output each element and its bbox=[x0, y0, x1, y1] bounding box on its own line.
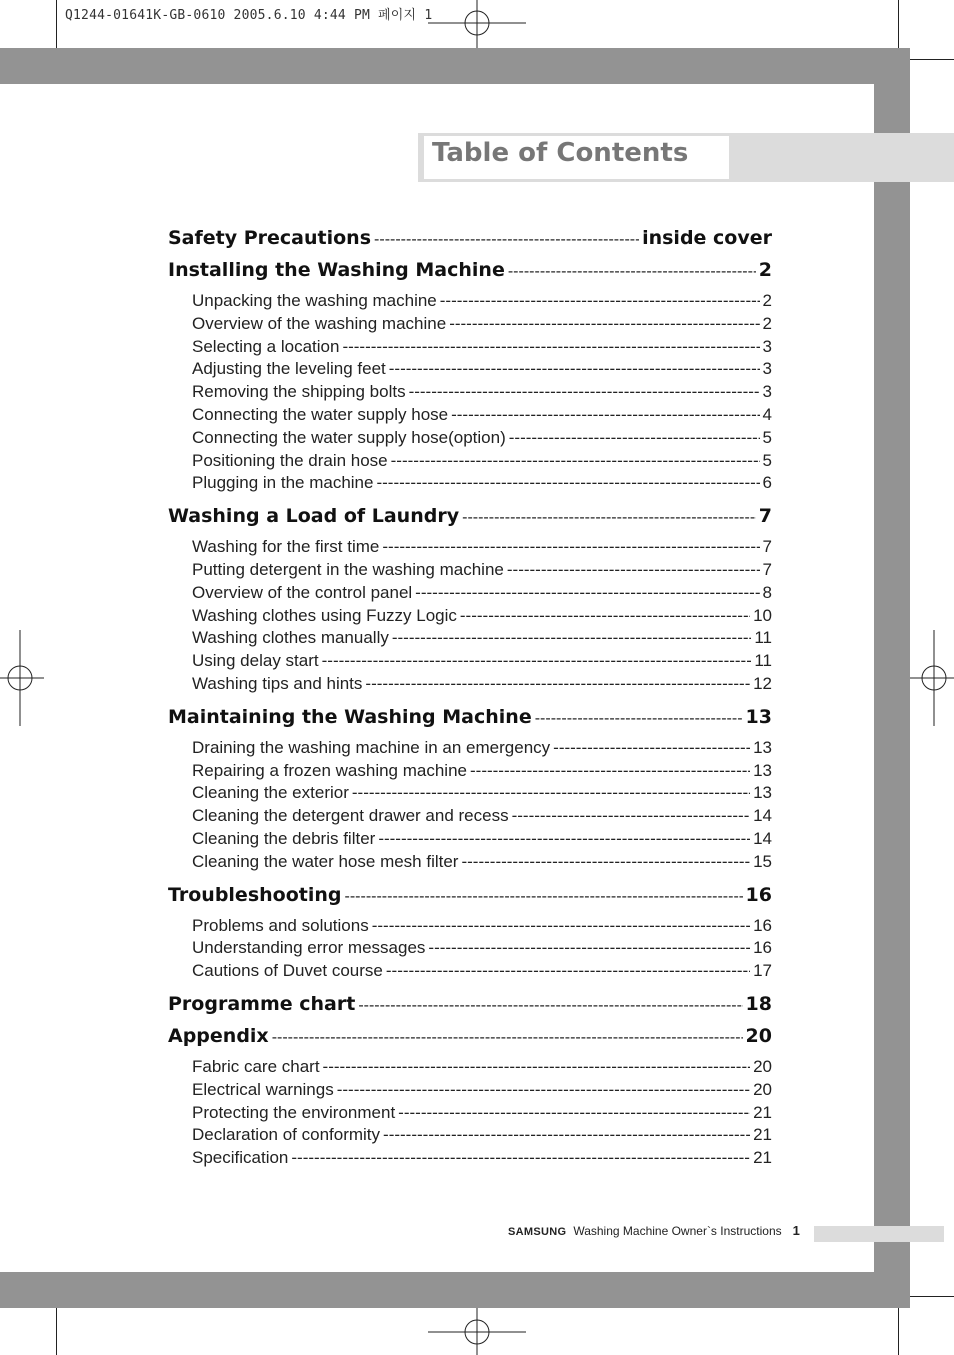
dot-leader bbox=[415, 582, 759, 605]
dot-leader bbox=[389, 358, 760, 381]
toc-item[interactable] bbox=[168, 627, 772, 650]
dot-leader bbox=[508, 261, 756, 283]
toc-item-page: 3 bbox=[762, 382, 772, 402]
toc-item-page: 21 bbox=[753, 1125, 772, 1145]
toc-item-page: 13 bbox=[753, 760, 772, 780]
toc-item-label: Putting detergent in the washing machine bbox=[192, 559, 504, 579]
crop-mark bbox=[56, 0, 57, 48]
toc-item-label: Cleaning the water hose mesh filter bbox=[192, 851, 459, 871]
toc-section[interactable] bbox=[168, 505, 772, 527]
toc-item-page: 13 bbox=[753, 783, 772, 803]
toc-section-page: 2 bbox=[758, 259, 772, 281]
dot-leader bbox=[535, 708, 743, 730]
dot-leader bbox=[352, 782, 750, 805]
toc-item[interactable] bbox=[168, 404, 772, 427]
toc-item-page: 3 bbox=[762, 359, 772, 379]
toc-item-label: Overview of the control panel bbox=[192, 582, 413, 602]
crop-mark bbox=[910, 59, 954, 60]
toc-section-title: Maintaining the Washing Machine bbox=[168, 705, 532, 728]
toc-item-label: Protecting the environment bbox=[192, 1102, 396, 1122]
dot-leader bbox=[507, 559, 760, 582]
toc-item-page: 20 bbox=[753, 1056, 772, 1076]
dot-leader bbox=[378, 828, 750, 851]
toc-section[interactable] bbox=[168, 259, 772, 281]
dot-leader bbox=[322, 650, 752, 673]
toc-subitems bbox=[168, 915, 772, 983]
toc-item-page: 16 bbox=[753, 915, 772, 935]
toc-item[interactable] bbox=[168, 760, 772, 783]
toc-section-title: Programme chart bbox=[168, 992, 356, 1015]
toc-section[interactable] bbox=[168, 1025, 772, 1047]
toc-item-label: Draining the washing machine in an emergency bbox=[192, 737, 551, 757]
toc-item-label: Washing for the first time bbox=[192, 537, 380, 557]
toc-item-label: Problems and solutions bbox=[192, 915, 369, 935]
dot-leader bbox=[449, 313, 759, 336]
toc-section-title: Safety Precautions bbox=[168, 227, 372, 249]
dot-leader bbox=[365, 673, 750, 696]
toc-item[interactable] bbox=[168, 650, 772, 673]
dot-leader bbox=[428, 937, 750, 960]
toc-item-label: Positioning the drain hose bbox=[192, 450, 388, 470]
toc-item-label: Repairing a frozen washing machine bbox=[192, 760, 467, 780]
dot-leader bbox=[391, 450, 760, 473]
toc-item-page: 4 bbox=[762, 404, 772, 424]
toc-item-label: Connecting the water supply hose(option) bbox=[192, 427, 506, 447]
toc-item[interactable] bbox=[168, 336, 772, 359]
toc-item-page: 5 bbox=[762, 450, 772, 470]
toc-item[interactable] bbox=[168, 582, 772, 605]
dot-leader bbox=[451, 404, 759, 427]
toc-subitems bbox=[168, 290, 772, 495]
dot-leader bbox=[374, 229, 639, 251]
toc-item-page: 21 bbox=[753, 1148, 772, 1168]
crop-mark bbox=[898, 1308, 899, 1355]
registration-mark-left bbox=[0, 630, 44, 726]
toc-item-label: Fabric care chart bbox=[192, 1056, 320, 1076]
toc-item[interactable] bbox=[168, 1124, 772, 1147]
registration-mark-right bbox=[910, 630, 954, 726]
toc-item[interactable] bbox=[168, 828, 772, 851]
toc-section-title: Installing the Washing Machine bbox=[168, 259, 505, 281]
footer-text: Washing Machine Owner`s Instructions bbox=[573, 1224, 782, 1238]
crop-mark bbox=[56, 1308, 57, 1355]
dot-leader bbox=[460, 605, 750, 628]
dot-leader bbox=[372, 915, 750, 938]
toc-item[interactable] bbox=[168, 313, 772, 336]
dot-leader bbox=[272, 1027, 743, 1049]
toc-item-label: Declaration of conformity bbox=[192, 1125, 381, 1145]
crop-mark bbox=[898, 0, 899, 48]
toc-section[interactable] bbox=[168, 884, 772, 906]
toc-item-page: 20 bbox=[753, 1079, 772, 1099]
toc-item-label: Washing tips and hints bbox=[192, 673, 363, 693]
table-of-contents bbox=[168, 222, 772, 1170]
toc-item[interactable] bbox=[168, 960, 772, 983]
dot-leader bbox=[358, 995, 742, 1017]
toc-item[interactable] bbox=[168, 559, 772, 582]
toc-item[interactable] bbox=[168, 1147, 772, 1170]
dot-leader bbox=[409, 381, 760, 404]
dot-leader bbox=[461, 851, 750, 874]
toc-subitems bbox=[168, 536, 772, 696]
frame-band-right bbox=[874, 48, 910, 1308]
toc-section-title: Troubleshooting bbox=[168, 883, 342, 906]
crop-mark bbox=[910, 1296, 954, 1297]
footer-tab bbox=[814, 1226, 944, 1242]
toc-item-page: 5 bbox=[762, 427, 772, 447]
toc-item-page: 8 bbox=[762, 582, 772, 602]
toc-item-label: Understanding error messages bbox=[192, 938, 426, 958]
toc-section-page: inside cover bbox=[642, 227, 772, 249]
toc-item-page: 16 bbox=[753, 938, 772, 958]
page-title: Table of Contents bbox=[432, 138, 689, 168]
toc-section[interactable] bbox=[168, 706, 772, 728]
dot-leader bbox=[509, 427, 760, 450]
dot-leader bbox=[323, 1056, 751, 1079]
toc-item[interactable] bbox=[168, 782, 772, 805]
toc-item-label: Electrical warnings bbox=[192, 1079, 334, 1099]
toc-item[interactable] bbox=[168, 937, 772, 960]
page-number: 1 bbox=[792, 1223, 800, 1238]
toc-item-label: Cleaning the debris filter bbox=[192, 828, 376, 848]
toc-item-page: 14 bbox=[753, 828, 772, 848]
toc-section-title: Appendix bbox=[168, 1024, 269, 1047]
dot-leader bbox=[337, 1079, 750, 1102]
toc-item-label: Unpacking the washing machine bbox=[192, 291, 437, 310]
brand-logo: SAMSUNG bbox=[508, 1226, 567, 1238]
dot-leader bbox=[470, 760, 750, 783]
toc-item[interactable] bbox=[168, 737, 772, 760]
toc-section-page: 13 bbox=[745, 705, 772, 728]
registration-mark-top bbox=[428, 0, 526, 48]
toc-item[interactable] bbox=[168, 450, 772, 473]
toc-item[interactable] bbox=[168, 1079, 772, 1102]
toc-item-page: 15 bbox=[753, 851, 772, 871]
dot-leader bbox=[512, 805, 750, 828]
toc-item-page: 17 bbox=[753, 961, 772, 981]
toc-item-label: Washing clothes using Fuzzy Logic bbox=[192, 605, 457, 625]
dot-leader bbox=[345, 886, 743, 908]
toc-item-page: 7 bbox=[762, 537, 772, 557]
frame-band-top bbox=[0, 48, 910, 84]
toc-item-page: 11 bbox=[754, 651, 772, 671]
toc-section-title: Washing a Load of Laundry bbox=[168, 505, 460, 528]
toc-item-label: Connecting the water supply hose bbox=[192, 404, 449, 424]
toc-item-label: Adjusting the leveling feet bbox=[192, 359, 386, 379]
toc-subitems bbox=[168, 737, 772, 874]
toc-section-page: 16 bbox=[745, 883, 772, 906]
toc-item-label: Cleaning the detergent drawer and recess bbox=[192, 806, 509, 826]
toc-item[interactable] bbox=[168, 915, 772, 938]
toc-item-page: 3 bbox=[762, 336, 772, 356]
toc-item-page: 12 bbox=[753, 673, 772, 693]
toc-item-label: Selecting a location bbox=[192, 336, 340, 356]
toc-item-page: 10 bbox=[753, 605, 772, 625]
toc-item-page: 21 bbox=[753, 1102, 772, 1122]
dot-leader bbox=[462, 507, 756, 529]
toc-item-label: Using delay start bbox=[192, 651, 319, 671]
toc-item-page: 13 bbox=[753, 737, 772, 757]
registration-mark-bottom bbox=[428, 1308, 526, 1355]
frame-band-bottom bbox=[0, 1272, 910, 1308]
toc-item[interactable] bbox=[168, 358, 772, 381]
toc-section-page: 20 bbox=[745, 1024, 772, 1047]
toc-item-page: 6 bbox=[762, 473, 772, 493]
toc-item-page: 7 bbox=[762, 559, 772, 579]
dot-leader bbox=[398, 1102, 750, 1125]
dot-leader bbox=[342, 336, 759, 359]
toc-item[interactable] bbox=[168, 290, 772, 313]
toc-item[interactable] bbox=[168, 673, 772, 696]
dot-leader bbox=[553, 737, 750, 760]
dot-leader bbox=[392, 627, 751, 650]
toc-item[interactable] bbox=[168, 851, 772, 874]
dot-leader bbox=[376, 472, 759, 495]
dot-leader bbox=[440, 290, 760, 313]
toc-item[interactable] bbox=[168, 605, 772, 628]
dot-leader bbox=[382, 536, 759, 559]
toc-item[interactable] bbox=[168, 1056, 772, 1079]
toc-item[interactable] bbox=[168, 536, 772, 559]
toc-section[interactable] bbox=[168, 993, 772, 1015]
toc-item-label: Washing clothes manually bbox=[192, 628, 389, 648]
toc-item[interactable] bbox=[168, 805, 772, 828]
dot-leader bbox=[291, 1147, 750, 1170]
toc-item-label: Cleaning the exterior bbox=[192, 783, 349, 803]
toc-item[interactable] bbox=[168, 381, 772, 404]
toc-item[interactable] bbox=[168, 427, 772, 450]
toc-item-page: 2 bbox=[762, 291, 772, 310]
toc-subitems bbox=[168, 1056, 772, 1170]
toc-item-page: 2 bbox=[762, 313, 772, 333]
toc-section[interactable] bbox=[168, 227, 772, 249]
toc-item-label: Cautions of Duvet course bbox=[192, 961, 383, 981]
toc-section-page: 18 bbox=[745, 992, 772, 1015]
toc-section-page: 7 bbox=[758, 505, 772, 528]
dot-leader bbox=[383, 1124, 750, 1147]
toc-item-label: Specification bbox=[192, 1148, 289, 1168]
print-slug: Q1244-01641K-GB-0610 2005.6.10 4:44 PM 페이지 1 bbox=[65, 8, 433, 23]
toc-item[interactable] bbox=[168, 472, 772, 495]
toc-item-page: 11 bbox=[754, 628, 772, 648]
page-footer bbox=[508, 1223, 800, 1238]
toc-item-page: 14 bbox=[753, 806, 772, 826]
toc-item-label: Removing the shipping bolts bbox=[192, 382, 406, 402]
dot-leader bbox=[386, 960, 750, 983]
toc-item-label: Overview of the washing machine bbox=[192, 313, 447, 333]
toc-item[interactable] bbox=[168, 1102, 772, 1125]
toc-item-label: Plugging in the machine bbox=[192, 473, 374, 493]
